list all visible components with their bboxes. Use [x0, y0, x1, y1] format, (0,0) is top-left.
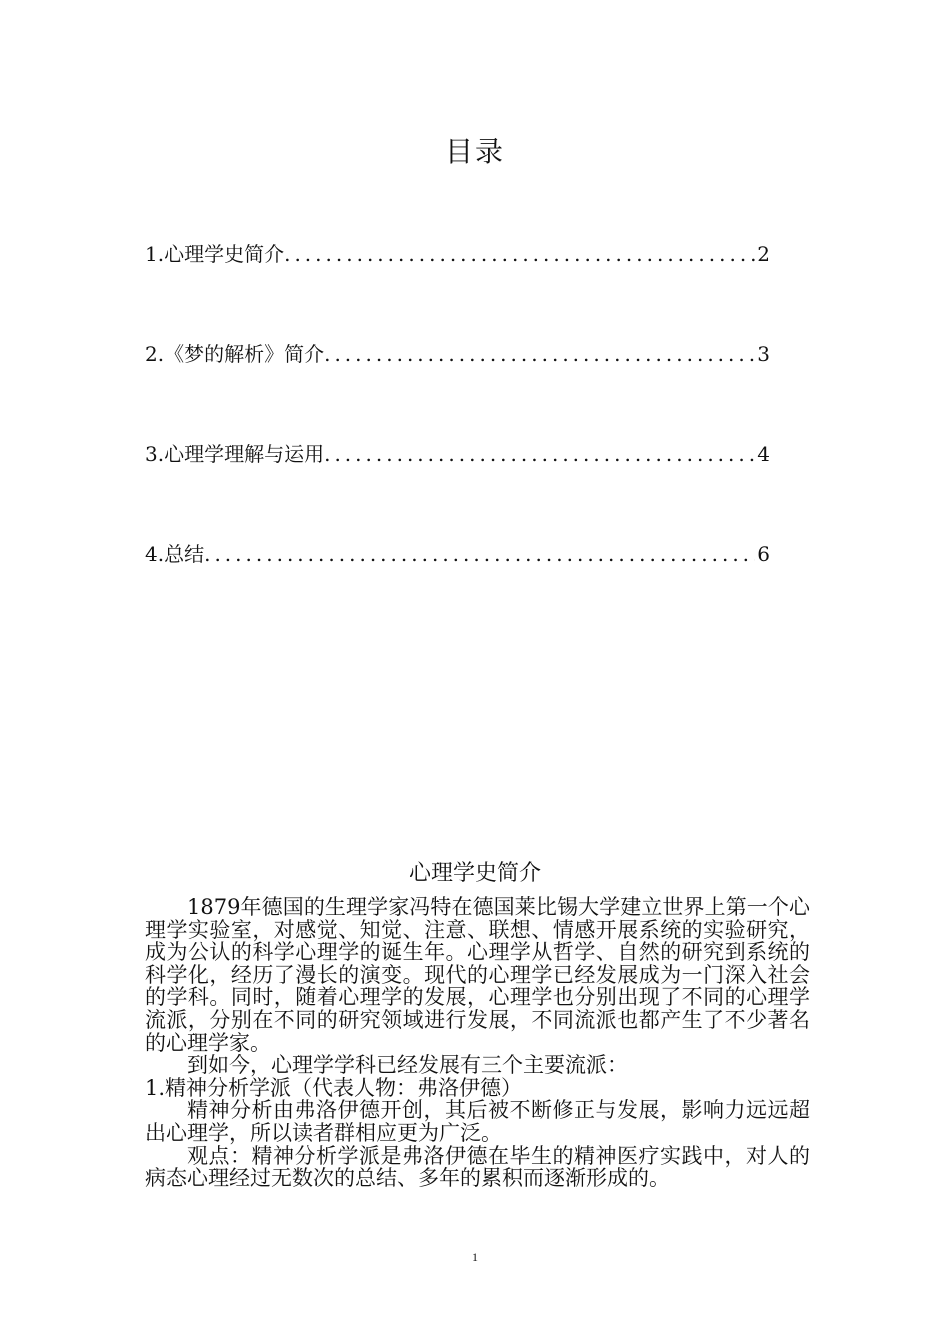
toc-entry[interactable] [145, 238, 770, 267]
toc-entry-label: 1.心理学史简介 [145, 242, 285, 266]
toc-entry-page: 2 [757, 242, 770, 266]
toc-dot-leader [204, 542, 755, 566]
toc-dot-leader [284, 242, 755, 266]
section-title: 心理学史简介 [408, 861, 541, 886]
toc-title: 目录 [444, 135, 505, 168]
body-paragraph: 精神分析由弗洛伊德开创，其后被不断修正与发展，影响力远远超出心理学，所以读者群相应更为广泛。 [145, 1098, 810, 1145]
section-body [145, 896, 810, 1190]
body-paragraph: 到如今，心理学学科已经发展有三个主要流派： [187, 1053, 628, 1078]
toc-entry[interactable] [145, 438, 770, 467]
page-number: 1 [472, 1250, 478, 1264]
toc-entry-label: 4.总结 [145, 542, 205, 566]
toc-entry-label: 2.《梦的解析》简介 [145, 342, 325, 366]
toc-entry-label: 3.心理学理解与运用 [145, 442, 325, 466]
toc-entry-page: 3 [757, 342, 770, 366]
toc-entry-page: 6 [757, 542, 770, 566]
toc-entry[interactable] [145, 538, 770, 567]
body-paragraph: 观点：精神分析学派是弗洛伊德在毕生的精神医疗实践中，对人的病态心理经过无数次的总结、多年的累积而逐渐形成的。 [145, 1143, 810, 1191]
toc-entry-page: 4 [757, 442, 770, 466]
school-heading: 1.精神分析学派（代表人物：弗洛伊德） [145, 1075, 523, 1100]
body-paragraph: 1879年德国的生理学家冯特在德国莱比锡大学建立世界上第一个心理学实验室，对感觉、知觉、注意、联想、情感开展系统的实验研究，成为公认的科学心理学的诞生年。心理学从哲学、自然的研究到系统的科学化，经历了漫长的演变。现代的心理学已经发展成为一门深入社会的学科。同时，随着心理学的发展，心理学也分别出现了不同的心理学流派，分别在不同的研究领域进行发展，不同流派也都产生了不少著名的心理学家。 [145, 895, 810, 1055]
toc-dot-leader [324, 342, 755, 366]
toc-entry[interactable] [145, 338, 770, 367]
toc-dot-leader [324, 442, 755, 466]
